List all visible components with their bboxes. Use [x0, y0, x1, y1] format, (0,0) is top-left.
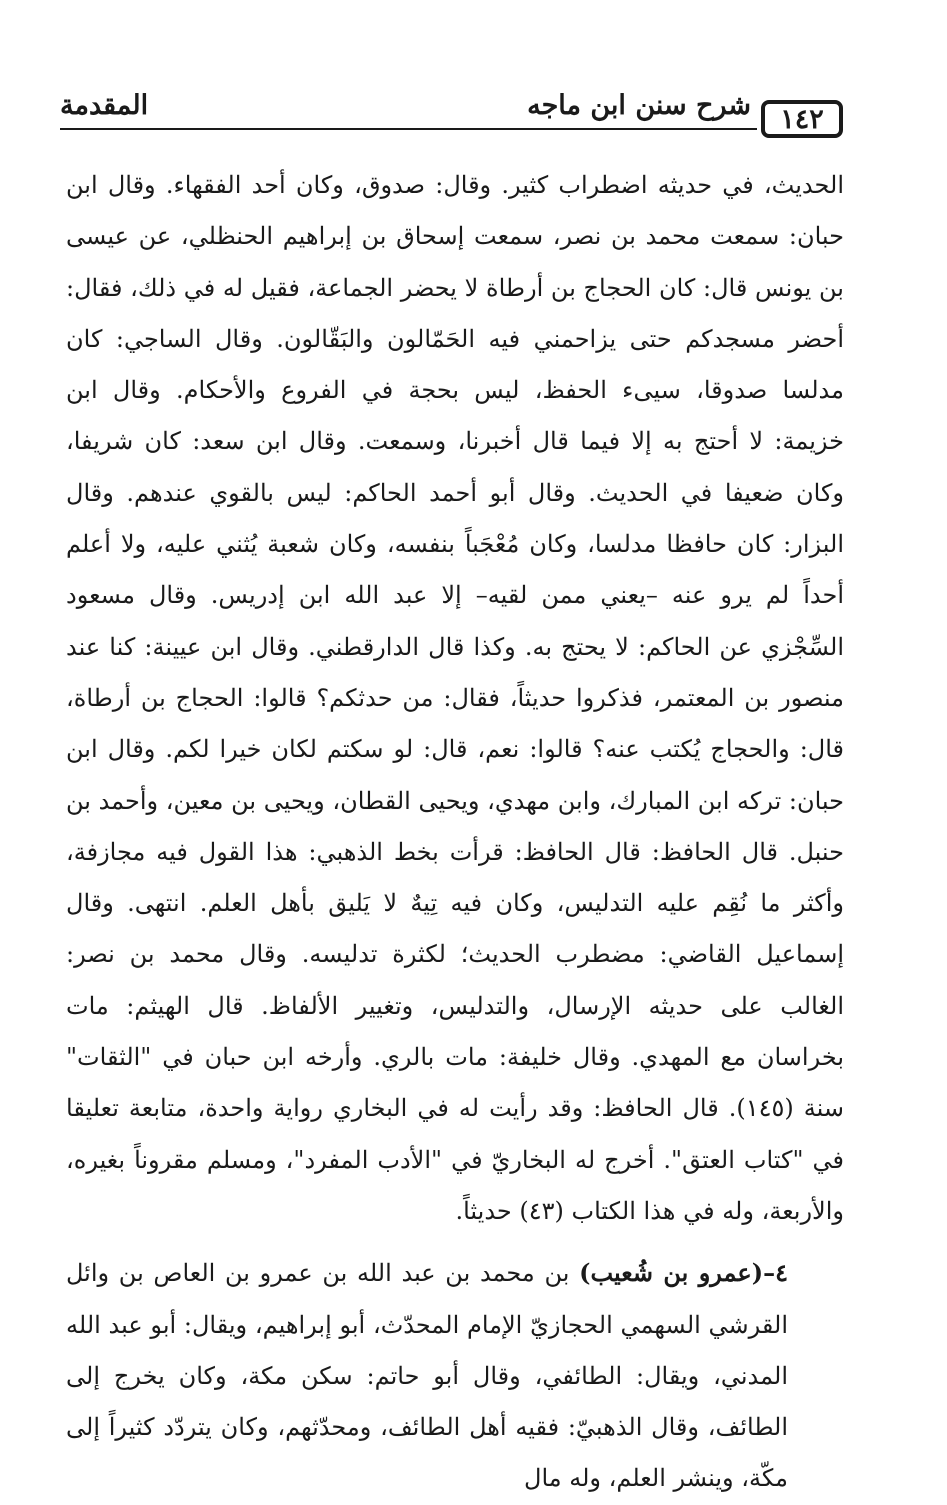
page-number: ١٤٢ — [780, 103, 824, 135]
page-body — [66, 160, 844, 1505]
book-title: شرح سنن ابن ماجه — [527, 90, 751, 121]
page-number-box — [761, 100, 843, 138]
entry-heading: ٤–(عمرو بن شُعيب) — [579, 1258, 788, 1288]
entry-text: بن محمد بن عبد الله بن عمرو بن العاص بن وائل القرشي السهمي الحجازيّ الإمام المحدّث، أبو إبراهيم، ويقال: أبو عبد الله المدني، ويقال: الطائفي، وقال أبو حاتم: سكن مكة، وكان يخرج إلى الطائف، وقال الذهبيّ: فقيه أهل الطائف، ومحدّثهم، وكان يتردّد كثيراً إلى مكّة، وينشر العلم، وله مال — [66, 1259, 788, 1493]
page-header — [60, 86, 843, 146]
header-rule — [60, 128, 757, 130]
paragraph-1: الحديث، في حديثه اضطراب كثير. وقال: صدوق، وكان أحد الفقهاء. وقال ابن حبان: سمعت محمد بن نصر، سمعت إسحاق بن إبراهيم الحنظلي، عن عيسى بن يونس قال: كان الحجاج بن أرطاة لا يحضر الجماعة، فقيل له في ذلك، فقال: أحضر مسجدكم حتى يزاحمني فيه الحَمّالون والبَقّالون. وقال الساجي: كان مدلسا صدوقا، سيىء الحفظ، ليس بحجة في الفروع والأحكام. وقال ابن خزيمة: لا أحتج به إلا فيما قال أخبرنا، وسمعت. وقال ابن سعد: كان شريفا، وكان ضعيفا في الحديث. وقال أبو أحمد الحاكم: ليس بالقوي عندهم. وقال البزار: كان حافظا مدلسا، وكان مُعْجَباً بنفسه، وكان شعبة يُثني عليه، ولا أعلم أحداً لم يرو عنه –يعني ممن لقيه– إلا عبد الله ابن إدريس. وقال مسعود السِّجْزي عن الحاكم: لا يحتج به. وكذا قال الدارقطني. وقال ابن عيينة: كنا عند منصور بن المعتمر، فذكروا حديثاً، فقال: من حدثكم؟ قالوا: الحجاج بن أرطاة، قال: والحجاج يُكتب عنه؟ قالوا: نعم، قال: لو سكتم لكان خيرا لكم. وقال ابن حبان: تركه ابن المبارك، وابن مهدي، ويحيى القطان، ويحيى بن معين، وأحمد بن حنبل. قال الحافظ: قال الحافظ: قرأت بخط الذهبي: هذا القول فيه مجازفة، وأكثر ما نُقِم عليه التدليس، وكان فيه تِيهٌ لا يَليق بأهل العلم. انتهى. وقال إسماعيل القاضي: مضطرب الحديث؛ لكثرة تدليسه. وقال محمد بن نصر: الغالب على حديثه الإرسال، والتدليس، وتغيير الألفاظ. قال الهيثم: مات بخراسان مع المهدي. وقال خليفة: مات بالري. وأرخه ابن حبان في "الثقات" سنة (١٤٥). قال الحافظ: وقد رأيت له في البخاري رواية واحدة، متابعة تعليقا في "كتاب العتق". أخرج له البخاريّ في "الأدب المفرد"، ومسلم مقروناً بغيره، والأربعة، وله في هذا الكتاب (٤٣) حديثاً. — [66, 171, 845, 1225]
section-title: المقدمة — [60, 90, 149, 121]
paragraph-2 — [66, 1247, 844, 1504]
